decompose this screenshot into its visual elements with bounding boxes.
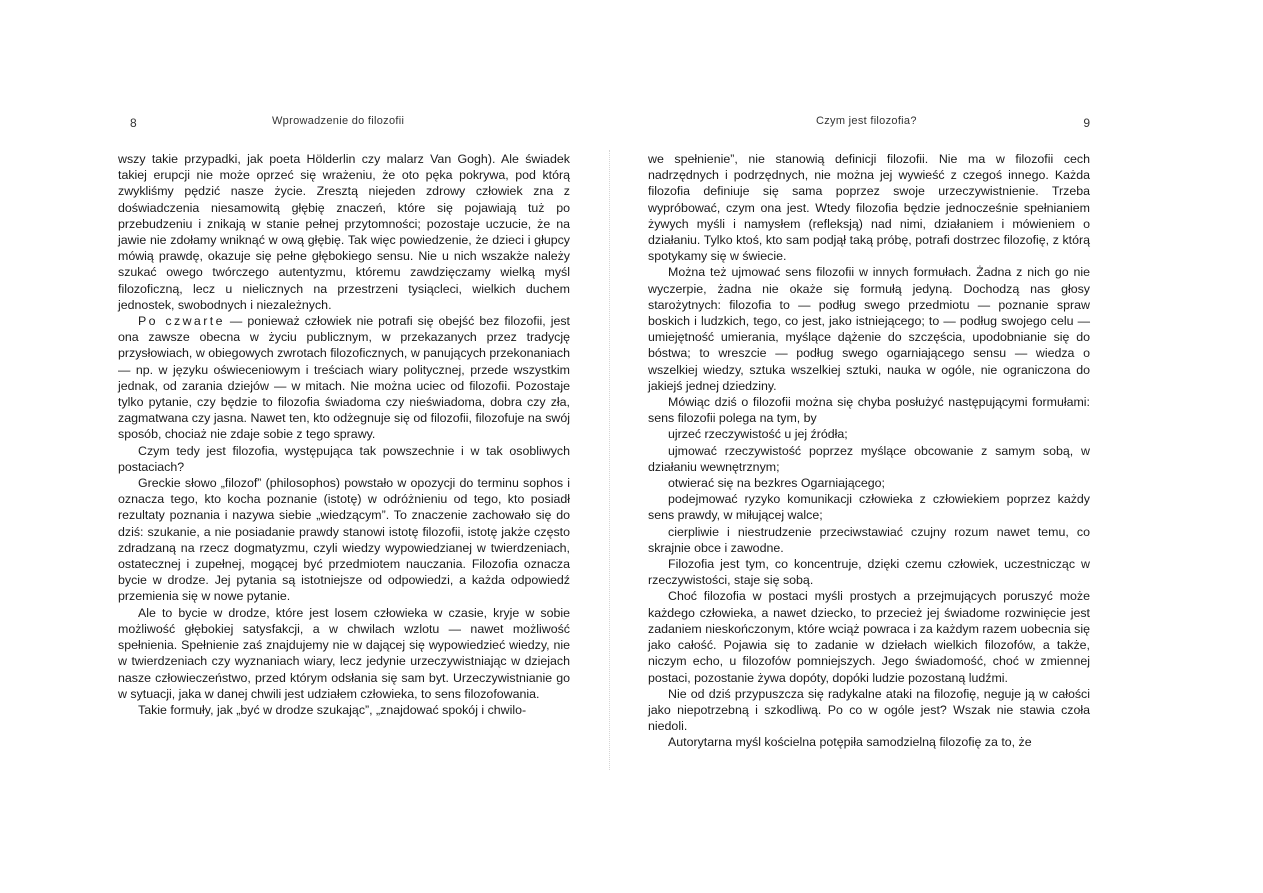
paragraph: Greckie słowo „filozof” (philosophos) powstało w opozycji do terminu sophos i oznacza tego, kto kocha poznanie (istotę) w odróżnieniu od tego, kto posiadł rezultaty poznania i nazywa siebie „wiedzącym”. To znaczenie zachowało się do dziś: szukanie, a nie posiadanie prawdy stanowi istotę filozofii, istotę jakże często zdradzaną na rzecz dogmatyzmu, czyli wiedzy wypowiedzianej w twierdzeniach, ostatecznej i zupełnej, mogącej być przedmiotem nauczania. Filozofia oznacza bycie w drodze. Jej pytania są istotniejsze od odpowiedzi, a każda odpowiedź przemienia się w nowe pytanie.: [118, 476, 570, 604]
page-number: 9: [1083, 116, 1090, 130]
paragraph: Nie od dziś przypuszcza się radykalne ataki na filozofię, neguje ją w całości jako niepotrzebną i szkodliwą. Po co w ogóle jest? Wszak nie stawia czoła niedoli.: [648, 686, 1090, 734]
paragraph: Takie formuły, jak „być w drodze szukając”, „znajdować spokój i chwilo-: [138, 702, 527, 717]
paragraph: Filozofia jest tym, co koncentruje, dzięki czemu człowiek, uczestnicząc w rzeczywistości, staje się sobą.: [648, 557, 1090, 588]
paragraph: Po czwarte — ponieważ człowiek nie potrafi się obejść bez filozofii, jest ona zawsze obecna w życiu publicznym, w przekazanych przez tradycję przysłowiach, w obiegowych zwrotach filozoficznych, w panujących przekonaniach — np. w języku oświeceniowym i treściach wiary politycznej, przede wszystkim jednak, od zarania dziejów — w mitach. Nie można uciec od filozofii. Pozostaje tylko pytanie, czy będzie to filozofia świadoma czy nieświadoma, dobra czy zła, zagmatwana czy jasna. Nawet ten, kto odżegnuje się od filozofii, filozofuje na swój sposób, chociaż nie zdaje sobie z tego sprawy.: [118, 314, 570, 442]
list-item: podejmować ryzyko komunikacji człowieka z człowiekiem poprzez każdy sens prawdy, w miłującej walce;: [648, 492, 1090, 523]
running-head: Czym jest filozofia?: [816, 115, 917, 127]
paragraph: Mówiąc dziś o filozofii można się chyba posłużyć następującymi formułami: sens filozofii polega na tym, by: [648, 395, 1090, 426]
page-number: 8: [130, 116, 137, 130]
right-page-body: [648, 151, 1090, 751]
spaced-emphasis: Po czwarte: [138, 314, 225, 329]
paragraph: we spełnienie”, nie stanowią definicji filozofii. Nie ma w filozofii cech nadrzędnych i podrzędnych, nie można jej wywieść z czegoś innego. Każda filozofia definiuje się sama poprzez swoje urzeczywistnienie. Trzeba wypróbować, czym ona jest. Wtedy filozofia będzie jednocześnie spełnianiem żywych myśli i namysłem (refleksją) nad nimi, działaniem i mówieniem o działaniu. Tylko ktoś, kto sam podjął taką próbę, potrafi dostrzec filozofię, z którą spotykamy się w świecie.: [648, 152, 1090, 264]
running-head: Wprowadzenie do filozofii: [272, 115, 405, 127]
left-page-body: [118, 151, 570, 718]
paragraph: Można też ujmować sens filozofii w innych formułach. Żadna z nich go nie wyczerpie, żadna nie okaże się formułą jedyną. Dochodzą nas głosy starożytnych: filozofia to — podług swego przedmiotu — poznanie spraw boskich i ludzkich, tego, co jest, jako istniejącego; to — podług swojego celu — umiejętność umierania, myślące dążenie do szczęścia, upodobnianie się do bóstwa; to wreszcie — podług swego ogarniającego sensu — wiedza o wszelkiej wiedzy, sztuka wszelkiej sztuki, nauka w ogóle, nie ograniczona do jakiejś jednej dziedziny.: [648, 265, 1090, 393]
book-gutter: [609, 150, 611, 770]
paragraph: Czym tedy jest filozofia, występująca tak powszechnie i w tak osobliwych postaciach?: [118, 443, 570, 474]
paragraph: Choć filozofia w postaci myśli prostych a przejmujących poruszyć może każdego człowieka, a nawet dziecko, to przecież jej świadome rozwinięcie jest zadaniem nieskończonym, które wciąż powraca i za każdym razem uobecnia się jako całość. Pojawia się to zadanie w dziełach wielkich filozofów, a także, niczym echo, u filozofów pomniejszych. Jego świadomość, choć w zmiennej postaci, pozostanie żywa dopóty, dopóki ludzie pozostaną ludźmi.: [648, 589, 1090, 685]
right-page-header: [648, 112, 1090, 132]
paragraph: Autorytarna myśl kościelna potępiła samodzielną filozofię za to, że: [668, 735, 1032, 750]
list-item: ujrzeć rzeczywistość u jej źródła;: [668, 427, 848, 442]
paragraph: Ale to bycie w drodze, które jest losem człowieka w czasie, kryje w sobie możliwość głębokiej satysfakcji, a w chwilach wzlotu — nawet możliwość spełnienia. Spełnienie zaś znajdujemy nie w dającej się wypowiedzieć wiedzy, nie w twierdzeniach czy wyznaniach wiary, lecz jedynie urzeczywistniając w dziejach nasze człowieczeństwo, przed którym odsłania się sam byt. Urzeczywistnianie go w sytuacji, jaka w danej chwili jest udziałem człowieka, to sens filozofowania.: [118, 605, 570, 701]
list-item: cierpliwie i niestrudzenie przeciwstawiać czujny rozum nawet temu, co skrajnie obce i zawodne.: [648, 524, 1090, 555]
paragraph: wszy takie przypadki, jak poeta Hölderlin czy malarz Van Gogh). Ale świadek takiej erupcji nie może oprzeć się wrażeniu, że oto pęka pokrywa, pod którą zwykliśmy pędzić nasze życie. Zresztą niejeden zdrowy człowiek zna z doświadczenia niesamowitą głębię znaczeń, które się pojawiają tuż po przebudzeniu i znikają w stanie pełnej przytomności; pozostaje uczucie, że na jawie nie zdołamy wniknąć w ową głębię. Tak więc powiedzenie, że dzieci i głupcy mówią prawdę, okazuje się pełne głębokiego sensu. Nie u nich wszakże należy szukać owego twórczego autentyzmu, któremu zawdzięczamy wielką myśl filozoficzną, lecz u nielicznych na przestrzeni tysiącleci, wielkich duchem jednostek, swobodnych i niezależnych.: [118, 152, 570, 312]
left-page-header: [118, 112, 570, 132]
list-item: ujmować rzeczywistość poprzez myślące obcowanie z samym sobą, w działaniu wewnętrznym;: [648, 443, 1090, 474]
list-item: otwierać się na bezkres Ogarniającego;: [668, 476, 885, 491]
